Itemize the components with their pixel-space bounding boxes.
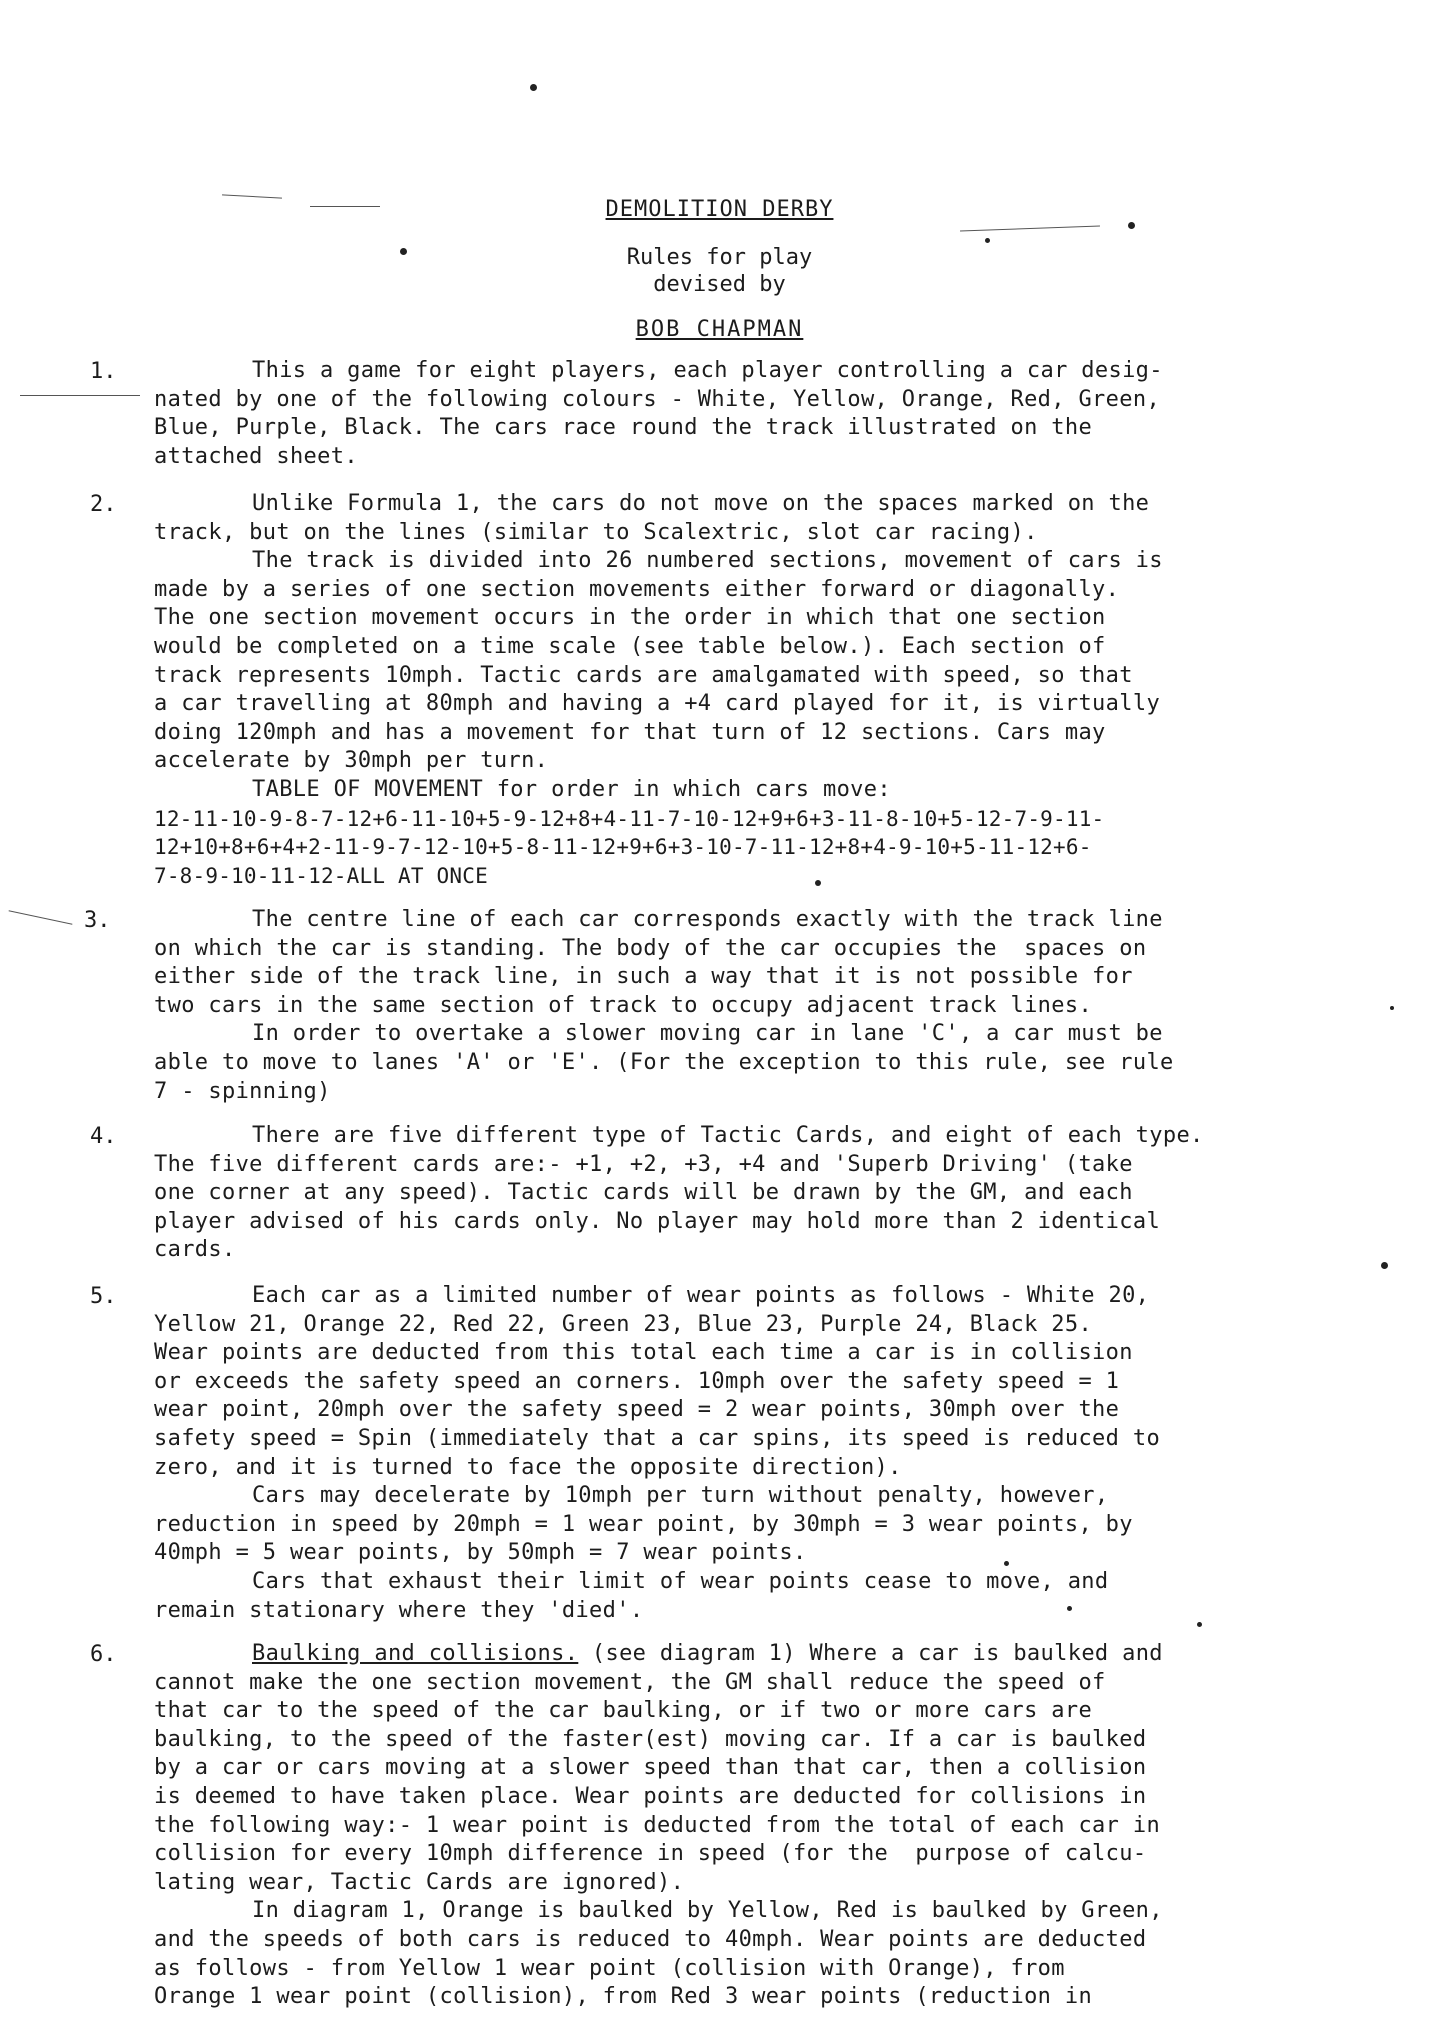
rule-paragraph: In diagram 1, Orange is baulked by Yellow, Red is baulked by Green, and the speeds of both cars is reduced to 40mph. Wear points are deducted as follows - from Yellow 1 wear point (collision with Orange), from Orange 1 wear point (collision), from Red 3 wear points (reduction in: [154, 1898, 1163, 2010]
rule-paragraph: Cars may decelerate by 10mph per turn without penalty, however, reduction in speed by 20mph = 1 wear point, by 30mph = 3 wear points, by 40mph = 5 wear points, by 50mph = 7 wear points.: [154, 1483, 1133, 1566]
rule-number: 1.: [90, 359, 117, 384]
margin-mark: [20, 395, 140, 396]
rule-paragraph: [154, 1640, 1439, 1897]
rule-paragraph: This a game for eight players, each player controlling a car desig- nated by one of the following colours - White, Yellow, Orange, Red, Green, Blue, Purple, Black. The cars race round the track illustrated on the attached sheet.: [154, 358, 1163, 469]
rule-paragraph: Unlike Formula 1, the cars do not move on the spaces marked on the track, but on the lines (similar to Scalextric, slot car racing).: [154, 491, 1150, 545]
rule-number: 4.: [90, 1124, 117, 1149]
movement-table-heading: TABLE OF MOVEMENT for order in which cars move:: [252, 776, 891, 802]
document-subtitle: Rules for play: [626, 245, 813, 270]
rule-text: (see diagram 1) Where a car is baulked and cannot make the one section movement, the GM shall reduce the speed of that car to the speed of the car baulking, or if two or more cars are baulking, to the speed of the faster(est) moving car. If a car is baulked by a car or cars moving at a slower speed than that car, then a collision is deemed to have taken place. Wear points are deducted for collisions in the following way:- 1 wear point is deducted from the total of each car in collision for every 10mph difference in speed (for the purpose of calcu- lating wear, Tactic Cards are ignored).: [154, 1641, 1163, 1895]
document-byline: devised by: [653, 272, 786, 297]
rule-number: 2.: [90, 492, 117, 517]
ink-speck: [530, 84, 537, 91]
movement-table: 12-11-10-9-8-7-12+6-11-10+5-9-12+8+4-11-7-10-12+9+6+3-11-8-10+5-12-7-9-11- 12+10+8+6+4+2-11-9-7-12-10+5-8-11-12+9+6+3-10-7-11-12+8+4-9-10+5-11-12+6- 7-8-9-10-11-12-ALL AT ONCE: [154, 806, 1105, 888]
document-author: BOB CHAPMAN: [635, 317, 804, 342]
document-title: DEMOLITION DERBY: [605, 197, 834, 222]
rule-number: 5.: [90, 1284, 117, 1309]
margin-mark: [960, 226, 1100, 232]
rule-paragraph: Cars that exhaust their limit of wear points cease to move, and remain stationary where they 'died'.: [154, 1568, 1109, 1623]
rule-paragraph: There are five different type of Tactic Cards, and eight of each type. The five different cards are:- +1, +2, +3, +4 and 'Superb Driving' (take one corner at any speed). Tactic cards will be drawn by the GM, and each player advised of his cards only. No player may hold more than 2 identical cards.: [154, 1123, 1204, 1263]
rule-paragraph: Each car as a limited number of wear points as follows - White 20, Yellow 21, Orange 22, Red 22, Green 23, Blue 23, Purple 24, Black 25. Wear points are deducted from this total each time a car is in collision or exceeds the safety speed an corners. 10mph over the safety speed = 1 wear point, 20mph over the safety speed = 2 wear points, 30mph over the safety speed = Spin (immediately that a car spins, its speed is reduced to zero, and it is turned to face the opposite direction).: [154, 1283, 1161, 1480]
section-heading: Baulking and collisions.: [252, 1641, 579, 1666]
ink-speck: [985, 238, 990, 243]
rule-number: 6.: [90, 1642, 117, 1667]
rule-number: 3.: [84, 908, 111, 933]
margin-mark: [9, 910, 73, 924]
rule-paragraph: The centre line of each car corresponds exactly with the track line on which the car is standing. The body of the car occupies the spaces on either side of the track line, in such a way that it is not possible for two cars in the same section of track to occupy adjacent track lines.: [154, 907, 1163, 1018]
rule-paragraph: In order to overtake a slower moving car in lane 'C', a car must be able to move to lanes 'A' or 'E'. (For the exception to this rule, see rule 7 - spinning): [154, 1021, 1174, 1104]
rule-paragraph: The track is divided into 26 numbered sections, movement of cars is made by a series of one section movements either forward or diagonally. The one section movement occurs in the order in which that one section would be completed on a time scale (see table below.). Each section of track represents 10mph. Tactic cards are amalgamated with speed, so that a car travelling at 80mph and having a +4 card played for it, is virtually doing 120mph and has a movement for that turn of 12 sections. Cars may accelerate by 30mph per turn.: [154, 548, 1163, 774]
